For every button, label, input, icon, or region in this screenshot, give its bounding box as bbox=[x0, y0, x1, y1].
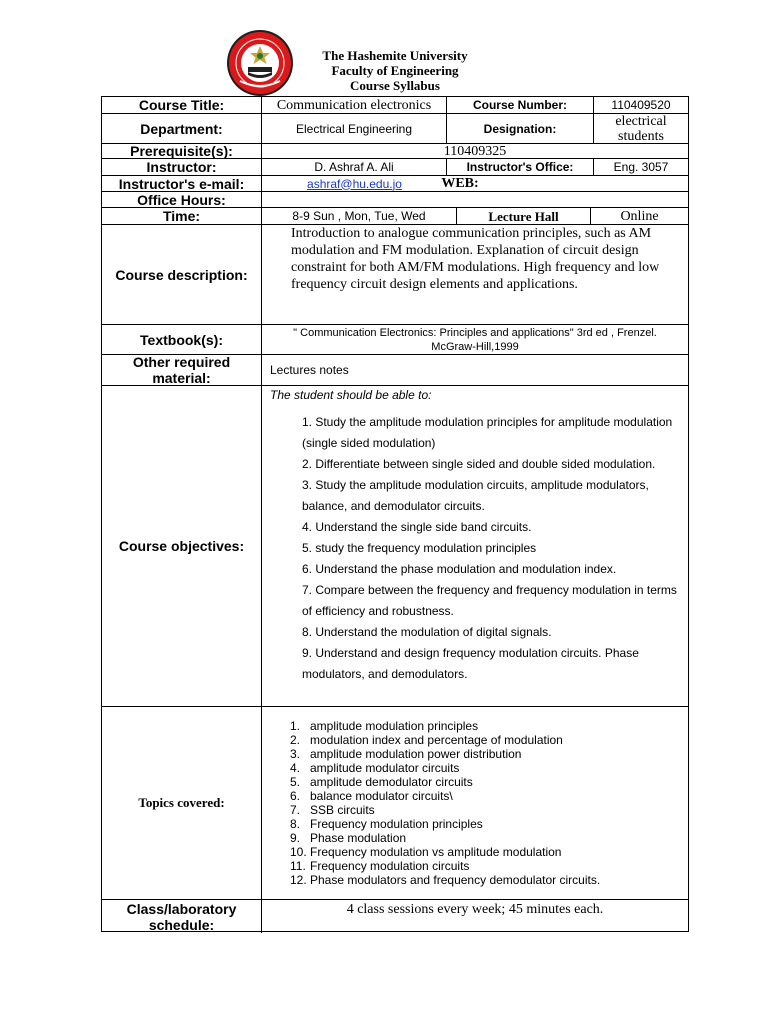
row-department bbox=[102, 114, 688, 144]
instructor-office-value: Eng. 3057 bbox=[613, 160, 669, 174]
time-label: Time: bbox=[102, 208, 262, 224]
header-titles bbox=[300, 48, 490, 93]
schedule-value: 4 class sessions every week; 45 minutes each. bbox=[346, 902, 604, 917]
email-label: Instructor's e-mail: bbox=[102, 176, 262, 191]
row-course-title bbox=[102, 97, 688, 114]
topic-text: SSB circuits bbox=[310, 803, 375, 817]
schedule-label: Class/laboratory schedule: bbox=[102, 900, 262, 933]
objective-item: 4. Understand the single side band circuits. bbox=[302, 520, 532, 534]
textbook-value: " Communication Electronics: Principles and applications" 3rd ed , Frenzel. McGraw-Hill,1999 bbox=[293, 326, 657, 353]
objective-item: 9. Understand and design frequency modulation circuits. Phase modulators, and demodulators. bbox=[302, 646, 639, 681]
course-number-value: 110409520 bbox=[611, 98, 671, 112]
instructor-office-label: Instructor's Office: bbox=[447, 159, 594, 175]
row-email bbox=[102, 176, 688, 192]
topic-number: 9. bbox=[290, 831, 301, 845]
objective-item: 6. Understand the phase modulation and modulation index. bbox=[302, 562, 617, 576]
row-textbook bbox=[102, 325, 688, 355]
row-topics bbox=[102, 707, 688, 900]
objective-item: 8. Understand the modulation of digital signals. bbox=[302, 625, 552, 639]
row-objectives bbox=[102, 386, 688, 707]
instructor-email-link[interactable]: ashraf@hu.edu.jo bbox=[307, 176, 402, 191]
office-hours-value bbox=[262, 192, 688, 207]
topic-item bbox=[290, 859, 688, 873]
topics-list bbox=[262, 707, 688, 899]
row-description bbox=[102, 225, 688, 325]
topic-text: modulation index and percentage of modulation bbox=[310, 733, 563, 747]
row-time bbox=[102, 208, 688, 225]
other-material-label: Other required material: bbox=[102, 355, 262, 385]
department-label: Department: bbox=[102, 114, 262, 143]
university-name: The Hashemite University bbox=[322, 48, 468, 63]
topic-text: Frequency modulation vs amplitude modulation bbox=[310, 845, 562, 859]
office-hours-label: Office Hours: bbox=[102, 192, 262, 207]
designation-label: Designation: bbox=[447, 114, 594, 143]
instructor-label: Instructor: bbox=[102, 159, 262, 175]
topic-text: amplitude modulation power distribution bbox=[310, 747, 522, 761]
designation-value: electrical students bbox=[615, 113, 667, 144]
course-title-value: Communication electronics bbox=[262, 97, 447, 113]
objectives-intro: The student should be able to: bbox=[270, 388, 432, 402]
topic-number: 1. bbox=[290, 719, 301, 733]
lecture-hall-value: Online bbox=[620, 208, 659, 224]
topic-number: 5. bbox=[290, 775, 301, 789]
topic-item bbox=[290, 733, 688, 747]
topic-item bbox=[290, 845, 688, 859]
objective-item: 1. Study the amplitude modulation principles for amplitude modulation (single sided modulation) bbox=[302, 415, 673, 450]
row-schedule bbox=[102, 900, 688, 933]
syllabus-table bbox=[101, 96, 689, 932]
textbook-label: Textbook(s): bbox=[102, 325, 262, 354]
row-other-material bbox=[102, 355, 688, 386]
university-logo-icon bbox=[226, 29, 294, 97]
document-title: Course Syllabus bbox=[350, 78, 440, 93]
topic-item bbox=[290, 775, 688, 789]
topic-number: 7. bbox=[290, 803, 301, 817]
topic-item bbox=[290, 719, 688, 733]
topic-number: 4. bbox=[290, 761, 301, 775]
topic-text: Frequency modulation principles bbox=[310, 817, 483, 831]
topic-text: balance modulator circuits\ bbox=[310, 789, 453, 803]
topic-number: 6. bbox=[290, 789, 301, 803]
topic-item bbox=[290, 761, 688, 775]
time-value: 8-9 Sun , Mon, Tue, Wed bbox=[262, 208, 457, 224]
topic-number: 8. bbox=[290, 817, 301, 831]
topic-item bbox=[290, 817, 688, 831]
topic-text: amplitude modulation principles bbox=[310, 719, 479, 733]
objective-item: 2. Differentiate between single sided and double sided modulation. bbox=[302, 457, 656, 471]
topic-number: 10. bbox=[290, 845, 307, 859]
course-number-label: Course Number: bbox=[447, 97, 594, 113]
course-title-label: Course Title: bbox=[102, 97, 262, 113]
topic-text: amplitude modulator circuits bbox=[310, 761, 460, 775]
other-material-value: Lectures notes bbox=[270, 363, 349, 377]
objective-item: 7. Compare between the frequency and frequency modulation in terms of efficiency and robustness. bbox=[302, 583, 677, 618]
page-header bbox=[0, 0, 768, 96]
department-value: Electrical Engineering bbox=[262, 114, 447, 143]
objectives-list bbox=[262, 386, 688, 706]
lecture-hall-label: Lecture Hall bbox=[457, 208, 591, 224]
prerequisite-label: Prerequisite(s): bbox=[102, 144, 262, 158]
topic-text: Phase modulators and frequency demodulator circuits. bbox=[310, 873, 601, 887]
topic-number: 12. bbox=[290, 873, 307, 887]
topics-label: Topics covered: bbox=[102, 707, 262, 899]
description-value: Introduction to analogue communication principles, such as AM modulation and FM modulation. Explanation of circuit design constraint for both AM/FM modulations. High frequency and low frequency circuit design elements and applications. bbox=[291, 226, 660, 292]
topic-text: Phase modulation bbox=[310, 831, 407, 845]
row-instructor bbox=[102, 159, 688, 176]
topic-number: 11. bbox=[290, 859, 306, 873]
prerequisite-value: 110409325 bbox=[443, 143, 507, 159]
topic-item bbox=[290, 747, 688, 761]
topic-item bbox=[290, 803, 688, 817]
topic-number: 3. bbox=[290, 747, 301, 761]
instructor-value: D. Ashraf A. Ali bbox=[262, 159, 447, 175]
topic-text: amplitude demodulator circuits bbox=[310, 775, 473, 789]
topic-item bbox=[290, 831, 688, 845]
web-label: WEB: bbox=[441, 176, 479, 191]
topic-number: 2. bbox=[290, 733, 301, 747]
row-office-hours bbox=[102, 192, 688, 208]
topic-text: Frequency modulation circuits bbox=[310, 859, 470, 873]
objectives-label: Course objectives: bbox=[102, 386, 262, 706]
objective-item: 5. study the frequency modulation principles bbox=[302, 541, 537, 555]
description-label: Course description: bbox=[102, 225, 262, 324]
faculty-name: Faculty of Engineering bbox=[331, 63, 459, 78]
topic-item bbox=[290, 873, 688, 887]
row-prerequisites bbox=[102, 144, 688, 159]
objective-item: 3. Study the amplitude modulation circuits, amplitude modulators, balance, and demodulator circuits. bbox=[302, 478, 649, 513]
topic-item bbox=[290, 789, 688, 803]
